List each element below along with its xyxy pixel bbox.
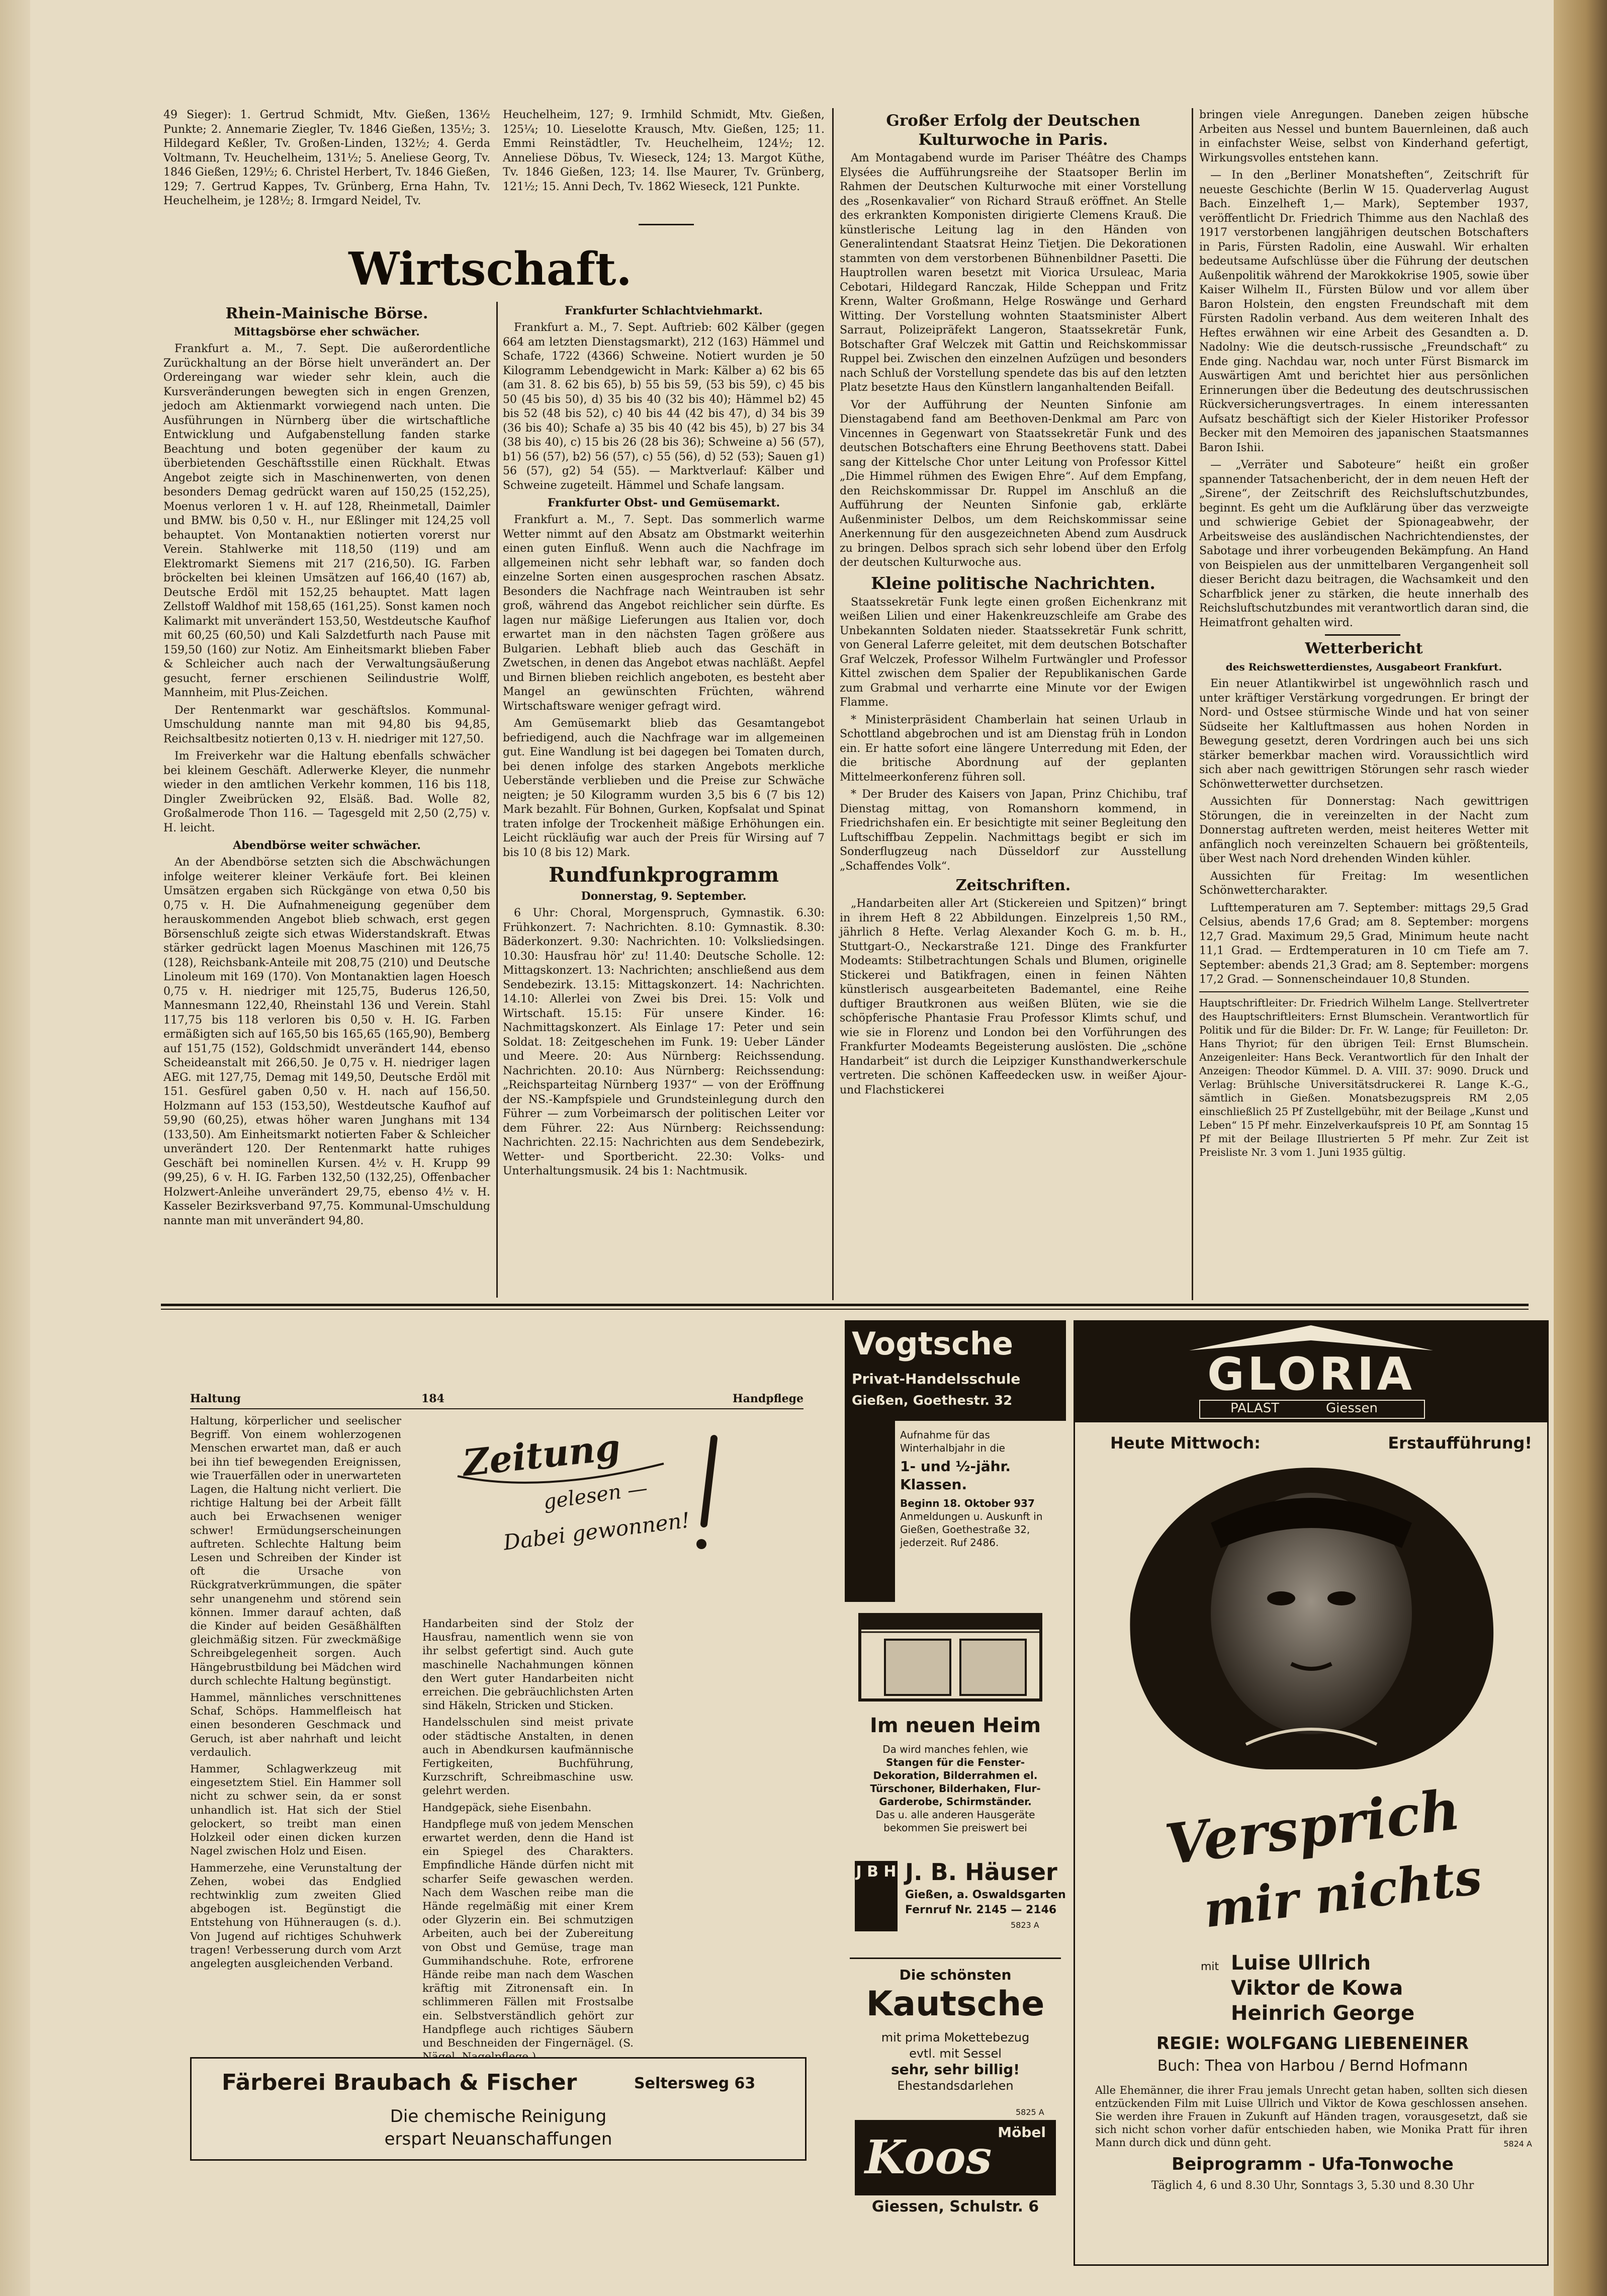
- handwritten-line-2: gelesen —: [542, 1476, 649, 1514]
- lexikon-entry-haltung: Haltung, körperlicher und seelischer Begriff. Von einem wohlerzogenen Menschen erwartet man, daß er auch bei ihn tief bewegenden Ereignissen, wie Trauerfällen oder in unerwarteten Lagen, die Haltung nicht verliert. Die richtige Haltung bei der Arbeit fällt auch bei Erwachsenen weniger schwer! Ermüdungserscheinungen auftreten. Schlechte Haltung beim Lesen und Schreiben der Kinder ist oft die Ursache von Rückgratverkrümmungen, die später sehr unangenehm und störend sein können. Immer darauf achten, daß die Kinder auf beiden Gesäßhälften gleichmäßig sitzen. Für zweckmäßige Schreibgelegenheit sorgen. Auch Hängebrustbildung bei Mädchen wird durch schlechte Haltung begünstigt.: [190, 1415, 401, 1687]
- vogtsche-body: [900, 1428, 1063, 1549]
- faerberei-line-1: Die chemische Reinigung: [390, 2106, 607, 2127]
- page-binding-edge: [1554, 0, 1607, 2296]
- haeuser-line-2: Stangen für die Fenster-Dekoration, Bilderrahmen el. Türschoner, Bilderhaken, Flur-Garderobe, Schirmständer.: [870, 1756, 1041, 1808]
- faerberei-line-2: erspart Neuanschaffungen: [384, 2129, 612, 2149]
- section-divider-thin: [161, 1309, 1529, 1310]
- kulturwoche-title: Großer Erfolg der Deutschen Kulturwoche in Paris.: [886, 112, 1140, 149]
- zeitschriften-cont-3: — „Verräter und Saboteure“ heißt ein großer spannender Tatsachenbericht, der in dem neuen Heft der „Sirene“, der Zeitschrift des Reichsluftschutzbundes, beginnt. Es geht um die Aufklärung über das verzweigte und schwierige Gebiet der Spionageabwehr, der Arbeitsweise des ausländischen Nachrichtendienstes, der Sabotage und ihrer vorbeugenden Bekämpfung. An Hand von Beispielen aus der unmittelbaren Vergangenheit soll dieser Bericht dazu beitragen, die Wachsamkeit und den Scharfblick jener zu stärken, die heute innerhalb des Reichsluftschutzbundes mit verantwortlich daran sind, die Heimatfront gehalten wird.: [1199, 459, 1529, 629]
- sports-results-text: 49 Sieger): 1. Gertrud Schmidt, Mtv. Gießen, 136½ Punkte; 2. Annemarie Ziegler, Tv. 1846 Gießen, 135½; 3. Hildegard Keßler, Tv. Großen-Linden, 132½; 4. Gerda Voltmann, Tv. Heuchelheim, 131½; 5. Aneliese Georg, Tv. 1846 Gießen, 129½; 6. Christel Herbert, Tv. 1846 Gießen, 129; 7. Gertrud Kappes, Tv. Grünberg, Erna Hahn, Tv. Heuchelheim, je 128½; 8. Irmgard Neidel, Tv.: [163, 109, 490, 207]
- sports-results-col2: [503, 108, 825, 219]
- wetter-para-4: Lufttemperaturen am 7. September: mittags 29,5 Grad Celsius, abends 17,6 Grad; am 8. September: morgens 12,7 Grad. Maximum 29,5 Grad, Minimum heute nacht 11,1 Grad. — Erdtemperaturen in 10 cm Tiefe am 7. September: abends 21,3 Grad; am 8. September: morgens 17,2 Grad. — Sonnenscheindauer 10,8 Stunden.: [1199, 901, 1529, 986]
- zeitschriften-cont-1: bringen viele Anregungen. Daneben zeigen hübsche Arbeiten aus Nessel und buntem Bauernleinen, daß auch in einfachster Weise, selbst von Kinderhand gefertigt, Wirkungsvolles entstehen kann.: [1199, 109, 1529, 164]
- gloria-buch: Buch: Thea von Harbou / Bernd Hofmann: [1157, 2057, 1468, 2075]
- haeuser-name: J. B. Häuser: [905, 1858, 1057, 1886]
- boerse-para-2: Der Rentenmarkt war geschäftslos. Kommunal-Umschuldung nannte man mit 94,80 bis 94,85, Reichsaltbesitz notierten 0,13 v. H. niedriger mit 127,50.: [163, 704, 490, 745]
- section-divider: [161, 1304, 1529, 1306]
- gloria-logo: GLORIA: [1207, 1348, 1415, 1401]
- gloria-mit: mit: [1201, 1961, 1219, 1973]
- zeitschriften-text: „Handarbeiten aller Art (Stickereien und Spitzen)“ bringt in ihrem Heft 8 22 Abbildungen. Einzelpreis 1,50 RM., jährlich 8 Hefte. Verlag Alexander Koch G. m. b. H., Stuttgart-O., Neckarstraße 121. Dinge des Frankfurter Modeamts: Stilbetrachtungen Schals und Blumen, originelle Stickerei und Batikfragen, einen in feinen Nähten künstlerisch ausgearbeiteten Bademantel, eine Reihe duftiger Brautkronen aus weißen Blüten, wie sie die schöpferische Phantasie Frau Professor Klimts schuf, und wie sie in Florenz und London bei den Vorführungen des Frankfurter Modeamts Begeisterung auslösten. Die „schöne Handarbeit“ ist durch die Leipziger Kunsthandwerkerschule vertreten. Die schönen Kaffeedecken usw. in weißer Ajour- und Flachstickerei: [840, 897, 1187, 1096]
- handwritten-note: [442, 1425, 764, 1594]
- cast-member-3: Heinrich George: [1231, 2002, 1415, 2025]
- vogtsche-header-bg: [845, 1320, 1066, 1421]
- lexikon-column-1: [190, 1414, 401, 2033]
- boerse-para-3: Im Freiverkehr war die Haltung ebenfalls schwächer bei kleinem Geschäft. Adlerwerke Kleyer, die nunmehr wieder in den amtlichen Verkehr kommen, 116 bis 118, Dingler Zweibrücken 92, Elsäß. Bad. Wolle 82, Großalmerode Thon 116. — Tagesgeld mit 2,50 (2,75) v. H. leicht.: [163, 750, 490, 834]
- column-divider: [832, 108, 834, 1300]
- kautsche-title: Kautsche: [866, 1984, 1045, 2024]
- lexikon-page-number: 184: [421, 1392, 444, 1405]
- film-title-line-2: mir nichts: [1201, 1848, 1485, 1939]
- page-left-edge: [0, 0, 30, 2296]
- cast-member-1: Luise Ullrich: [1231, 1951, 1371, 1975]
- politik-title: Kleine politische Nachrichten.: [871, 573, 1155, 593]
- kautsche-line-3: evtl. mit Sessel: [909, 2047, 1002, 2061]
- window-decoration-icon: [845, 1604, 1066, 1705]
- koos-address: Giessen, Schulstr. 6: [871, 2198, 1039, 2216]
- boerse-title: Rhein-Mainische Börse.: [225, 305, 428, 322]
- sports-results-text-2: Heuchelheim, 127; 9. Irmhild Schmidt, Mtv. Gießen, 125¼; 10. Lieselotte Krausch, Mtv. Gießen, 125; 11. Emmi Reinstädtler, Tv. Heuchelheim, 124½; 12. Anneliese Döbus, Tv. Wieseck, 124; 13. Margot Küthe, Tv. 1846 Gießen, 123; 14. Ilse Maurer, Tv. Grünberg, 121½; 15. Anni Dech, Tv. 1862 Wieseck, 121 Punkte.: [503, 109, 825, 193]
- haeuser-logo: J B H: [855, 1861, 898, 1931]
- haeuser-ad: [845, 1604, 1066, 1957]
- lexikon-column-2: [422, 1617, 634, 2050]
- rundfunk-title: Rundfunkprogramm: [549, 863, 779, 887]
- culture-politics-column: [840, 108, 1187, 1305]
- schlachtvieh-title: Frankfurter Schlachtviehmarkt.: [565, 304, 763, 317]
- markets-column: [503, 302, 825, 1308]
- lexikon-entry-hammer: Hammer, Schlagwerkzeug mit eingesetztem Stiel. Ein Hammer soll nicht zu schwer sein, da er sonst unhandlich ist. Hat sich der Stiel gelockert, so treibt man einen Holzkeil oder einen dicken kurzen Nagel zwischen Holz und Eisen.: [190, 1763, 401, 1858]
- magazines-weather-column: [1199, 108, 1529, 1305]
- handwritten-line-1: Zeitung: [461, 1425, 622, 1485]
- gloria-regie: REGIE: WOLFGANG LIEBENEINER: [1156, 2033, 1469, 2054]
- lexikon-entry-handpflege: Handpflege muß von jedem Menschen erwartet werden, denn die Hand ist ein Spiegel des Charakters. Empfindliche Hände dürfen nicht mit scharfer Seife gewaschen werden. Nach dem Waschen reibe man die Hände regelmäßig mit einer Krem oder Glyzerin ein. Bei schmutzigen Arbeiten, auch bei der Zubereitung von Obst und Gemüse, trage man Gummihandschuhe. Rote, erfrorene Hände reibe man nach dem Waschen kräftig mit Zitronensaft ein. In schlimmeren Fällen mit Frostsalbe ein. Selbstverständlich gehört zur Handpflege auch richtiges Säubern und Beschneiden der Fingernägel. (S.: [422, 1818, 634, 2050]
- lexikon-entry-handarbeiten: Handarbeiten sind der Stolz der Hausfrau, namentlich wenn sie von ihr selbst gefertigt sind. Auch gute maschinelle Nachahmungen können den Wert guter Handarbeiten nicht erreichen. Die gebräuchlichsten Arten sind Häkeln, Stricken und Sticken.: [422, 1618, 634, 1713]
- impressum: Hauptschriftleiter: Dr. Friedrich Wilhelm Lange. Stellvertreter des Hauptschriftleiters: Ernst Blumschein. Verantwortlich für Politik und für die Bilder: Dr. Fr. W. Lange; für Feuilleton: Dr. Hans Thyriot; für den übrigen Teil: Ernst Blumschein. Anzeigenleiter: Hans Beck. Verantwortlich für den Inhalt der Anzeigen: Theodor Kümmel. D. A. VIII. 37: 9090. Druck und Verlag: Brühlsche Universitätsdruckerei R. Lange K.-G., sämtlich in Gießen. Monatsbezugspreis RM 2,05 einschließlich 25 Pf Zustellgebühr, mit der Beilage „Kunst und Leben“ 15 Pf mehr. Einzelverkaufspreis 10 Pf, am Sonntag 15 Pf mit der Beilage Illustrierten 5 Pf mehr. Zur Zeit ist Preisliste Nr. 3 vom 1. Juni 1935 gültig.: [1199, 996, 1529, 1158]
- kulturwoche-para-2: Vor der Aufführung der Neunten Sinfonie am Dienstagabend fand am Beethoven-Denkmal am Parc von Vincennes in Gegenwart von Staatssekretär Funk und des deutschen Botschafters eine Ehrung Beethovens statt. Dabei sang der Kittelsche Chor unter Leitung von Professor Kittel „Die Himmel rühmen des Ewigen Ehre“. Auf dem Empfang, den Reichskommissar Dr. Ruppel im Anschluß an die Aufführung der Neunten Sinfonie gab, erklärte Außenminister Delbos, um dem Reichskommissar seine Anerkennung für den ausgezeichneten Abend zum Ausdruck zu bringen. Delbos sprach sich sehr lobend über den Erfolg der deutschen Kulturwoche aus.: [840, 398, 1187, 569]
- actress-portrait-image: [1120, 1463, 1502, 1774]
- kautsche-line-2: mit prima Mokettebezug: [881, 2030, 1030, 2045]
- vogtsche-text-1: Aufnahme für das Winterhalbjahr in die: [900, 1429, 1005, 1454]
- vogtsche-side-bar: [845, 1421, 895, 1602]
- vogtsche-text-4: Anmeldungen u. Auskunft in Gießen, Goethestraße 32, jederzeit. Ruf 2486.: [900, 1510, 1043, 1549]
- koos-logo-box: [855, 2120, 1056, 2195]
- haeuser-phone: Fernruf Nr. 2145 — 2146: [905, 1904, 1057, 1916]
- politik-para-2: * Ministerpräsident Chamberlain hat seinen Urlaub in Schottland abgebrochen und ist am Dienstag früh in London ein. Er hatte sofort eine längere Unterredung mit Eden, der die britische Abordnung auf der geplanten Mittelmeerkonferenz führen soll.: [840, 713, 1187, 784]
- vogtsche-ad: [845, 1320, 1066, 1602]
- vogtsche-text-2: 1- und ½-jähr. Klassen.: [900, 1458, 1011, 1493]
- gloria-header-bg: [1074, 1320, 1549, 1421]
- kautsche-body: [845, 2029, 1066, 2094]
- obstmarkt-para-1: Frankfurt a. M., 7. Sept. Das sommerlich warme Wetter nimmt auf den Absatz am Obstmarkt weiterhin einen guten Einfluß. Wenn auch die Nachfrage im allgemeinen nicht sehr lebhaft war, so fanden doch einzelne Sorten einen ausgesprochen raschen Absatz. Besonders die Nachfrage nach Weintrauben ist sehr groß, während das Angebot reichlicher sein dürfte. Es lagen nur mäßige Lieferungen aus Italien vor, doch erwartet man in den nächsten Tagen größere aus Bulgarien. Lebhaft blieb auch das Geschäft in Zwetschen, in denen das Angebot etwas nachläßt. Aepfel und Birnen blieben reichlich angeboten, es besteht aber Mangel an gewünschten Früchten, während Wirtschaftsware weniger gefragt wird.: [503, 514, 825, 713]
- haeuser-title: Im neuen Heim: [869, 1714, 1041, 1737]
- faerberei-name: Färberei Braubach & Fischer: [222, 2070, 577, 2095]
- gloria-city: Giessen: [1326, 1401, 1378, 1416]
- kautsche-line-1: Die schönsten: [899, 1967, 1012, 1983]
- kautsche-line-4: sehr, sehr billig!: [890, 2061, 1020, 2078]
- wetter-para-2: Aussichten für Donnerstag: Nach gewittrigen Störungen, die in vereinzelten in der Nacht zum Donnerstag auftreten werden, meist heiteres Wetter mit anfänglich noch vereinzelten Schauern bei größtenteils, über West nach Nord drehenden Winden kühler.: [1199, 795, 1529, 865]
- gloria-description: Alle Ehemänner, die ihrer Frau jemals Unrecht getan haben, sollten sich diesen entzückenden Film mit Luise Ullrich und Viktor de Kowa geschlossen ansehen. Sie werden ihre Frauen in Zukunft auf Händen tragen, vorausgesetzt, daß sie sich nicht schon vorher dafür entschieden haben, wie Monika Pratt für ihren Mann durch dick und dünn geht.: [1095, 2084, 1528, 2149]
- obstmarkt-para-2: Am Gemüsemarkt blieb das Gesamtangebot befriedigend, auch die Nachfrage war im allgemeinen gut. Eine Wandlung ist bei dagegen bei Tomaten durch, bei denen infolge des starken Angebots merkliche Ueberstände verblieben und die Preise zur Schwäche neigten; je 50 Kilogramm wurden 3,5 bis 6 (7 bis 12) Mark bezahlt. Für Bohnen, Gurken, Kopfsalat und Spinat traten infolge der Trockenheit mäßige Erhöhungen ein. Leicht rückläufig war auch der Preis für Wirsing auf 7 bis 10 (8 bis 12) Mark.: [503, 717, 825, 859]
- gloria-subtitle-box: [1199, 1400, 1425, 1419]
- vogtsche-name: Vogtsche: [852, 1325, 1014, 1362]
- koos-logo: Koos: [865, 2130, 992, 2184]
- kautsche-ad: [845, 1962, 1066, 2278]
- wetter-para-3: Aussichten für Freitag: Im wesentlichen Schönwettercharakter.: [1199, 870, 1529, 897]
- haeuser-line-3: Das u. alle anderen Hausgeräte bekommen Sie preiswert bei: [875, 1809, 1035, 1834]
- politik-para-1: Staatssekretär Funk legte einen großen Eichenkranz mit weißen Lilien und einer Hakenkreuzschleife am Grabe des Unbekannten Soldaten nieder. Staatssekretär Funk schritt, von General Laferre geleitet, mit dem deutschen Botschafter Graf Welczek, Professor Wilhelm Furtwängler und Professor Kittel zwischen dem Spalier der Republikanischen Garde zum Grabmal und verharrte eine Minute vor der Ewigen Flamme.: [840, 596, 1187, 709]
- wetterbericht-title: Wetterbericht: [1305, 640, 1423, 657]
- gloria-erstauffuehrung: Erstaufführung!: [1388, 1433, 1532, 1453]
- gloria-beiprogramm: Beiprogramm - Ufa-Tonwoche: [1172, 2154, 1454, 2174]
- wirtschaft-headline: Wirtschaft.: [348, 242, 632, 296]
- lexikon-entry-hammel: Hammel, männliches verschnittenes Schaf, Schöps. Hammelfleisch hat einen besonderen Geschmack und Geruch, ist aber nahrhaft und leicht verdaulich.: [190, 1691, 401, 1759]
- haeuser-line-1: Da wird manches fehlen, wie: [882, 1743, 1028, 1755]
- boerse-para-1: Frankfurt a. M., 7. Sept. Die außerordentliche Zurückhaltung an der Börse hielt unverändert an. Der Ordereingang war wieder sehr klein, auch die Kursveränderungen bewegten sich in engen Grenzen, jedoch am Aktienmarkt vorwiegend nach unten. Die Ausführungen in Nürnberg über die wirtschaftliche Entwicklung und Aufgabenstellung fanden starke Beachtung und boten gegenüber der kaum zu überbietenden Geschäftsstille einen Rückhalt. Etwas Angebot zeigte sich in Maschinenwerten, von denen besonders Demag gedrückt waren auf 150,25 (152,25), Moenus verloren 1 v. H. auf 128, Rheinmetall, Daimler und BMW. bis 0,50 v. H., nur Eßlinger mit 124,25 voll behauptet. Von Montanaktien notierten vorerst nur Verein. Stahlwerke mit 118,50 (119) und am Elektromarkt Siemens mit 217 (216,50). IG. Farben bröckelten bei kleinen Umsätzen auf 166,40 (167) ab, Deutsche Erdöl mit 152,25 behauptet. Matt lagen Zellstoff Waldhof mit 158,65 (161,25). Sonst kamen noch Kalimarkt mit unverändert 153,50, Westdeutsche Kaufhof mit 60,25 (60,50) und Kali Salzdetfurth nach Pause mit 159,50 (160) zur Notiz. Am Einheitsmarkt blieben Faber & Schleicher auch nach der Verwaltungsäußerung gesucht, ferner erschienen Seilindustrie Wolff, Mannheim, mit Plus-Zeichen.: [163, 343, 490, 699]
- abendboerse-text: An der Abendbörse setzten sich die Abschwächungen infolge weiterer kleiner Verkäufe fort. Bei kleinen Umsätzen ergaben sich Rückgänge von etwa 0,50 bis 0,75 v. H. Die Aufnahmeneigung gegenüber dem herauskommenden Angebot blieb schwach, erst gegen Börsenschluß zeigte sich etwas Widerstandskraft. Etwas stärker gedrückt lagen Moenus Maschinen mit 126,75 (128), Reichsbank-Anteile mit 208,75 (210) und Deutsche Linoleum mit 169 (170). Von Montanaktien lagen Hoesch 0,75 v. H. niedriger mit 125,75, Buderus 126,50, Mannesmann 122,40, Rheinstahl 136 und Verein. Stahl 117,75 bis 118 verloren bis 0,50 v. H. IG. Farben ermäßigten sich auf 165,50 bis 165,65 (165,90), Bemberg auf 151,75 (152), Goldschmidt unverändert 144, ebenso Scheideanstalt mit 266,50. Je 0,75 v. H. niedriger lagen AEG. mit 127,75, Demag mit 149,50, Deutsche Erdöl mit 151. Gesfürel gaben 0,50 v. H. nach auf 156,50. Holzmann auf 153 (153,50), Westdeutsche Kaufhof auf 59,90 (60,25), etwas höher waren Junghans mit 134 (133,50). Am Einheitsmarkt notierten Faber & Schleicher unverändert 120. Der Rentenmarkt hatte ruhiges Geschäft bei nominellen Kursen. 4½ v. H. Krupp 99 (99,25), 6 v. H. IG. Farben 132,50 (132,25), Offenbacher Holzwert-Anleihe unverändert 29,75, ebenso 4½ v. H. Kasseler Bezirksverband 97,75. Kommunal-Umschuldung nannte man mit unverändert 94,80.: [163, 856, 490, 1227]
- schlachtvieh-text: Frankfurt a. M., 7. Sept. Auftrieb: 602 Kälber (gegen 664 am letzten Dienstagsmarkt), 212 (163) Hämmel und Schafe, 1722 (4366) Schweine. Notiert wurden je 50 Kilogramm Lebendgewicht in Mark: Kälber a) 62 bis 65 (am 31. 8. 62 bis 65), b) 55 bis 59, (53 bis 59), c) 45 bis 50 (45 bis 50), d) 35 bis 40 (32 bis 40); Hämmel b2) 45 bis 52 (48 bis 52), c) 40 bis 44 (42 bis 47), d) 34 bis 39 (36 bis 40); Schafe a) 35 bis 40 (42 bis 45), b) 27 bis 34 (38 bis 40), c) 15 bis 26 (28 bis 36); Schweine a) 56 (57), b1) 56 (57), b2) 56 (57), c) 55 (56), d) 52 (53); Sauen g1) 56 (57), g2) 54 (55). — Marktverlauf: Kälber und Schweine zugeteilt. Hämmel und Schafe langsam.: [503, 321, 825, 492]
- moebel-label: Möbel: [998, 2124, 1046, 2141]
- boerse-column: [163, 302, 490, 1308]
- gloria-code: 5824 A: [1503, 2139, 1532, 2149]
- gloria-heute: Heute Mittwoch:: [1110, 1433, 1261, 1453]
- handwritten-line-3: Dabei gewonnen!: [502, 1507, 691, 1555]
- short-rule: [1325, 634, 1400, 636]
- short-rule: [639, 224, 694, 225]
- zeitschriften-title: Zeitschriften.: [955, 877, 1071, 894]
- lexikon-entry-handgepaeck: Handgepäck, siehe Eisenbahn.: [422, 1801, 592, 1814]
- gloria-body: [1074, 1421, 1549, 2266]
- gloria-cinema-ad: [1074, 1320, 1549, 2266]
- film-title-line-1: Versprich: [1162, 1776, 1464, 1878]
- gloria-cast: [1231, 1950, 1414, 2026]
- gloria-showtimes: Täglich 4, 6 und 8.30 Uhr, Sonntags 3, 5.30 und 8.30 Uhr: [1151, 2179, 1474, 2192]
- abendboerse-subtitle: Abendbörse weiter schwächer.: [233, 839, 421, 852]
- haeuser-address-1: Gießen, a. Oswaldsgarten: [905, 1889, 1066, 1901]
- lexikon-header: [190, 1392, 804, 1410]
- politik-para-3: * Der Bruder des Kaisers von Japan, Prinz Chichibu, traf Dienstag mittag, von Romanshorn kommend, in Friedrichshafen ein. Er besichtigte mit seiner Begleitung den Luftschiffbau Zeppelin. Nachmittags begibt er sich im Sonderflugzeug nach Düsseldorf zur Ausstellung „Schaffendes Volk“.: [840, 788, 1187, 873]
- column-divider: [1192, 108, 1193, 1300]
- wetterbericht-subtitle: des Reichswetterdienstes, Ausgabeort Frankfurt.: [1225, 661, 1502, 673]
- sports-results-col1: [163, 108, 490, 207]
- column-divider: [496, 302, 498, 1298]
- cast-member-2: Viktor de Kowa: [1231, 1977, 1403, 2000]
- gloria-palast: PALAST: [1230, 1401, 1280, 1416]
- faerberei-address: Seltersweg 63: [634, 2075, 756, 2092]
- faerberei-ad: [190, 2057, 807, 2161]
- lexikon-header-left: Haltung: [190, 1392, 241, 1405]
- haeuser-body: [855, 1743, 1056, 1834]
- kautsche-code: 5825 A: [1016, 2107, 1044, 2117]
- wetter-para-1: Ein neuer Atlantikwirbel ist ungewöhnlich rasch und unter kräftiger Verstärkung vorgedrungen. Er bringt der Nord- und Ostsee stürmische Winde und hat von seiner Südseite her Kaltluftmassen aus hohen Norden in Bewegung gesetzt, deren Vordringen auch bei uns sich stärker bemerkbar machen wird. Voraussichtlich wird sich aber nach gewittrigen Störungen sehr rasch wieder Schönwetterwetter durchsetzen.: [1199, 677, 1529, 791]
- ad-divider: [850, 1958, 1061, 1959]
- obstmarkt-title: Frankfurter Obst- und Gemüsemarkt.: [547, 496, 780, 509]
- vogtsche-subtitle: Privat-Handelsschule: [852, 1371, 1021, 1387]
- rule: [1199, 991, 1529, 992]
- lexikon-entry-handelsschulen: Handelsschulen sind meist private oder städtische Anstalten, in denen auch in Abendkursen kaufmännische Fertigkeiten, Buchführung, Kurzschrift, Schreibmaschine usw. gelehrt werden.: [422, 1716, 634, 1798]
- lexikon-entry-hammerzehe: Hammerzehe, eine Verunstaltung der Zehen, wobei das Endglied rechtwinklig zum zweiten Glied abgebogen ist. Begünstigt die Entstehung von Hühneraugen (s. d.). Von Jugend auf richtiges Schuhwerk tragen! Verbesserung durch vom Arzt angelegten ausgleichenden Verband.: [190, 1861, 401, 1970]
- rundfunk-date: Donnerstag, 9. September.: [581, 890, 747, 903]
- boerse-subtitle: Mittagsbörse eher schwächer.: [234, 325, 420, 338]
- vogtsche-address: Gießen, Goethestr. 32: [852, 1393, 1013, 1408]
- kulturwoche-para-1: Am Montagabend wurde im Pariser Théâtre des Champs Elysées die Aufführungsreihe der Staatsoper Berlin im Rahmen der Deutschen Kulturwoche mit einer Vorstellung des „Rosenkavalier“ von Richard Strauß eröffnet. An Stelle des erkrankten Komponisten dirigierte Clemens Krauß. Die künstlerische Leitung lag in den Händen von Generalintendant Staatsrat Heinz Tietjen. Die Dekorationen stammten von dem verstorbenen Bühnenbildner Pasetti. Die Hauptrollen waren besetzt mit Viorica Ursuleac, Maria Cebotari, Hildegard Ranczak, Hilde Scheppan und Fritz Krenn, Walter Großmann, Helge Roswänge und Gerhard Witting. Der Vorstellung wohnten Staatsminister Albert Sarraut, Polizeipräfekt Langeron, Staatssekretär Funk, Botschafter Graf Welczek mit Gattin und Reichskommissar Ruppel bei. Zwischen den einzelnen Aufzügen und besonders nach Schluß der Vorstellung spendete das bis auf den letzten Platz besetzte Haus den Künstlern langanhaltenden Beifall.: [840, 152, 1187, 394]
- rundfunk-text: 6 Uhr: Choral, Morgenspruch, Gymnastik. 6.30: Frühkonzert. 7: Nachrichten. 8.10: Gymnastik. 8.30: Bäderkonzert. 9.30: Nachrichten. 10: Volksliedsingen. 10.30: Hausfrau hör' zu! 11.40: Deutsche Scholle. 12: Mittagskonzert. 13: Nachrichten; anschließend aus dem Sendebezirk. 13.15: Mittagskonzert. 14: Nachrichten. 14.10: Allerlei von Zwei bis Drei. 15: Volk und Wirtschaft. 15.15: Für unsere Kinder. 16: Nachmittagskonzert. Als Einlage 17: Peter und sein Soldat. 18: Zeitgeschehen im Funk. 19: Ueber Länder und Meere. 20: Aus Nürnberg: Reichssendung. Nachrichten. 20.10: Aus Nürnberg: Reichssendung: „Reichsparteitag Nürnberg 1937“ — von der Eröffnung der NS.-Kampfspiele und Grundsteinlegung durch den Führer — zum Vorbeimarsch der politischen Leiter vor dem Führer. 22: Aus Nürnberg: Reichssendung: Nachrichten. 22.15: Nachrichten aus dem Sendebezirk, Wetter- und Sportbericht. 22.30: Volks- und Unterhaltungsmusik. 24 bis 1: Nachtmusik.: [503, 907, 825, 1177]
- lexikon-header-right: Handpflege: [732, 1392, 804, 1405]
- kautsche-line-5: Ehestandsdarlehen: [897, 2079, 1014, 2093]
- zeitschriften-cont-2: — In den „Berliner Monatsheften“, Zeitschrift für neueste Geschichte (Berlin W 15. Quaderverlag August Bach. Einzelheft 1,— Mark), September 1937, veröffentlicht Dr. Friedrich Thimme aus den Nachlaß des 1917 verstorbenen langjährigen deutschen Botschafters in Paris, Fürsten Radolin, eine Auswahl. Wir erhalten bedeutsame Aufschlüsse über die Führung der deutschen Außenpolitik während der Marokkokrise 1905, sowie über Kaiser Wilhelm II., Fürsten Bülow und vor allem über Baron Holstein, den engsten Freundschaft mit dem Fürsten Radolin verband. Aus dem weiteren Inhalt des Heftes erwähnen wir eine Arbeit des Gesandten a. D. Nadolny: Wie die deutsch-russische „Freundschaft“ zu Ende ging. Nachdau war, noch unter Fürst Bismarck im Auswärtigen Amt und berichtet hier aus persönlichen Erinnerungen über die Bedeutung des deutschrussischen Rückversicherungsvertrages. In einem interessanten Aufsatz beschäftigt sich der Kieler Historiker Professor Becker mit den Memoiren des japanischen Staatsmannes Baron Ishii.: [1199, 169, 1529, 454]
- vogtsche-text-3: Beginn 18. Oktober 937: [900, 1497, 1035, 1509]
- haeuser-code: 5823 A: [1011, 1920, 1039, 1930]
- lexikon-header-rule: [190, 1408, 804, 1409]
